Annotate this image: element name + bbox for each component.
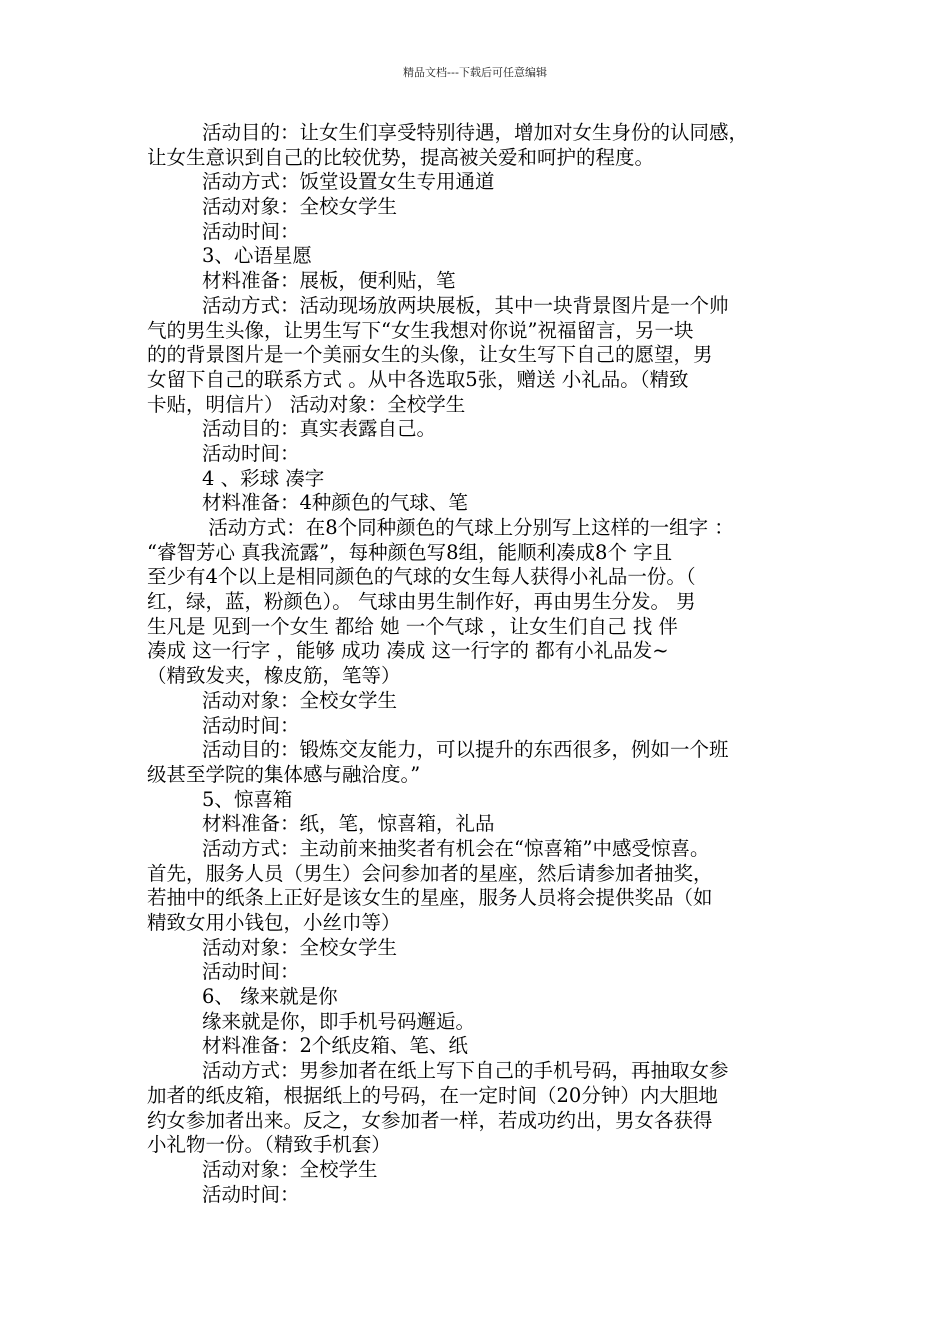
text-line: 活动方式：活动现场放两块展板，其中一块背景图片是一个帅 [202, 293, 729, 317]
section-heading: 5、惊喜箱 [202, 787, 293, 811]
text-line: 凑成 这一行字 ，能够 成功 凑成 这一行字的 都有小礼品发~ [147, 639, 669, 663]
text-line: 材料准备：纸，笔，惊喜箱，礼品 [202, 812, 495, 836]
text-line: 活动时间： [202, 1182, 300, 1206]
text-line: 生凡是 见到一个女生 都给 她 一个气球 ，让女生们自己 找 伴 [147, 614, 678, 638]
document-body [147, 121, 807, 1207]
text-line: 首先，服务人员（男生）会问参加者的星座，然后请参加者抽奖， [147, 861, 713, 885]
text-line: 活动方式：在8个同种颜色的气球上分别写上这样的一组字 ： [202, 516, 734, 539]
text-line: 若抽中的纸条上正好是该女生的星座，服务人员将会提供奖品（如 [147, 886, 713, 910]
text-line: 约女参加者出来。反之，女参加者一样，若成功约出，男女各获得 [147, 1108, 713, 1132]
text-line: 活动对象：全校学生 [202, 1157, 378, 1181]
text-line: 活动目的：让女生们享受特别待遇，增加对女生身份的认同感， [202, 121, 749, 144]
text-line: 精致女用小钱包，小丝巾等） [147, 911, 401, 934]
text-line: 至少有4个以上是相同颜色的气球的女生每人获得小礼品一份。（ [147, 565, 696, 589]
text-line: 女留下自己的联系方式 。从中各选取5张，赠送 小礼品。（精致 [147, 367, 689, 391]
text-line: 活动对象：全校女学生 [202, 935, 398, 959]
text-line: 活动方式：饭堂设置女生专用通道 [202, 170, 495, 194]
text-line: 卡贴，明信片） 活动对象：全校学生 [147, 392, 466, 416]
text-line: 活动时间： [202, 960, 300, 984]
text-line: 活动时间： [202, 219, 300, 243]
text-line: 加者的纸皮箱，根据纸上的号码，在一定时间（20分钟）内大胆地 [147, 1083, 718, 1107]
text-line: 活动目的：真实表露自己。 [202, 417, 437, 441]
text-line: 级甚至学院的集体感与融洽度。” [147, 762, 421, 786]
text-line: 活动对象：全校女学生 [202, 688, 398, 712]
text-line: “睿智芳心 真我流露”，每种颜色写8组，能顺利凑成8个 字且 [147, 540, 673, 564]
text-line: 缘来就是你，即手机号码邂逅。 [202, 1009, 476, 1033]
text-line: 活动目的：锻炼交友能力，可以提升的东西很多，例如一个班 [202, 738, 729, 762]
text-line: 活动时间： [202, 713, 300, 737]
section-heading: 6、 缘来就是你 [202, 985, 338, 1009]
text-line: 活动对象：全校女学生 [202, 195, 398, 219]
text-line: 的的背景图片是一个美丽女生的头像，让女生写下自己的愿望，男 [147, 343, 713, 367]
text-line: 活动时间： [202, 441, 300, 465]
section-heading: 4 、彩球 凑字 [202, 466, 325, 490]
text-line: 小礼物一份。（精致手机套） [147, 1133, 391, 1157]
text-line: 材料准备：2个纸皮箱、笔、纸 [202, 1034, 468, 1058]
section-heading: 3、心语星愿 [202, 244, 312, 268]
text-line: 红，绿，蓝，粉颜色）。 气球由男生制作好，再由男生分发。 男 [147, 590, 696, 614]
text-line: 气的男生头像，让男生写下“女生我想对你说”祝福留言，另一块 [147, 318, 694, 342]
text-line: 材料准备：展板，便利贴，笔 [202, 269, 456, 293]
text-line: 让女生意识到自己的比较优势，提高被关爱和呵护的程度。 [147, 145, 655, 169]
text-line: （精致发夹，橡皮筋，笔等） [147, 664, 401, 688]
text-line: 活动方式：男参加者在纸上写下自己的手机号码，再抽取女参 [202, 1059, 729, 1083]
text-line: 活动方式：主动前来抽奖者有机会在“惊喜箱”中感受惊喜。 [202, 836, 710, 860]
page-header: 精品文档---下载后可任意编辑 [403, 66, 547, 79]
text-line: 材料准备：4种颜色的气球、笔 [202, 491, 468, 515]
